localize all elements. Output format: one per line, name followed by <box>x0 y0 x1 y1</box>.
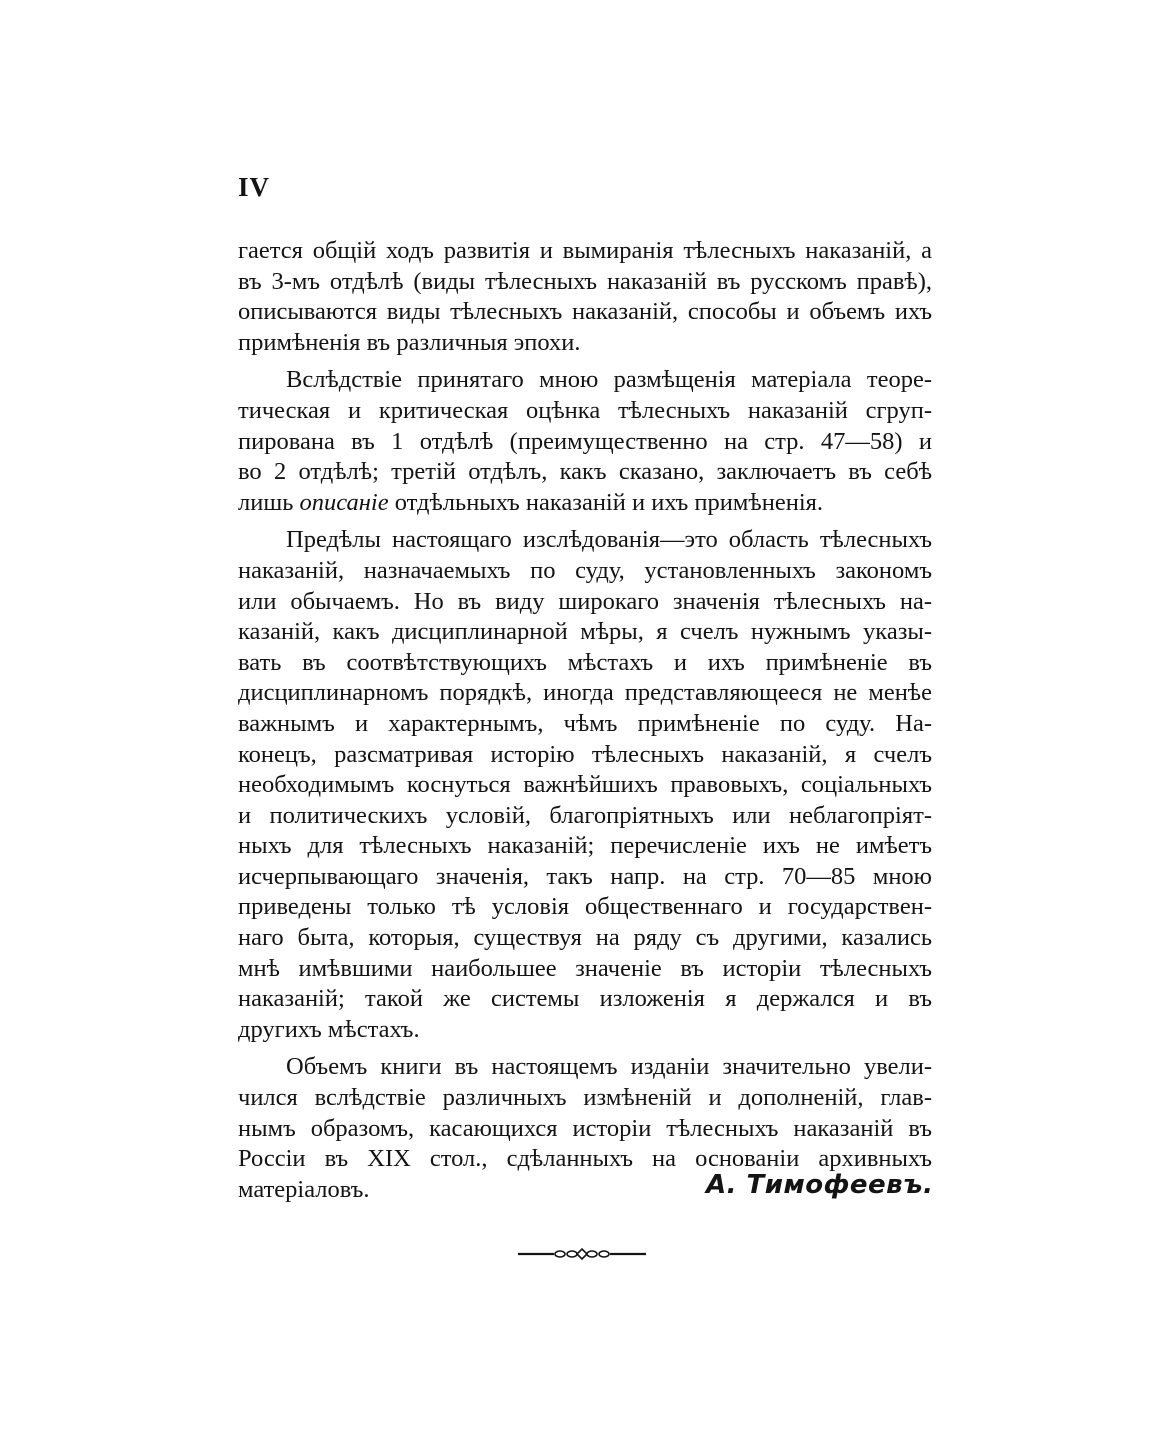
text-line: конецъ, разсматривая исторію тѣлесныхъ наказаній, я счелъ <box>238 740 932 768</box>
text-line: или обычаемъ. Но въ виду широкаго значенія тѣлесныхъ на- <box>238 587 932 615</box>
text-line: Предѣлы настоящаго изслѣдованія—это область тѣлесныхъ <box>286 526 932 554</box>
text-line: во 2 отдѣлѣ; третій отдѣлъ, какъ сказано, заключаетъ въ себѣ <box>238 458 932 486</box>
text-line: Вслѣдствіе принятаго мною размѣщенія матеріала теоре- <box>286 366 932 394</box>
author-signature: А. Тимофеевъ. <box>706 1170 934 1200</box>
text-line: вать въ соотвѣтствующихъ мѣстахъ и ихъ примѣненіе въ <box>238 648 932 676</box>
text-line: казаній, какъ дисциплинарной мѣры, я счелъ нужнымъ указы- <box>238 618 932 646</box>
text-line: наказаній; такой же системы изложенія я держался и въ <box>238 985 932 1013</box>
text-line: примѣненія въ различныя эпохи. <box>238 328 581 356</box>
text-line: необходимымъ коснуться важнѣйшихъ правовыхъ, соціальныхъ <box>238 771 932 799</box>
text-line: Объемъ книги въ настоящемъ изданіи значительно увели- <box>286 1053 932 1081</box>
paragraph-2 <box>238 365 932 518</box>
text-line: важнымъ и характернымъ, чѣмъ примѣненіе по суду. На- <box>238 709 932 737</box>
emphasized-word: описаніе <box>299 488 389 516</box>
text-line: ныхъ для тѣлесныхъ наказаній; перечисленіе ихъ не имѣетъ <box>238 832 932 860</box>
paragraph-3 <box>238 525 932 1045</box>
text-line: наго быта, которыя, существуя на ряду съ другими, казались <box>238 924 932 952</box>
text-line: Россіи въ XIX стол., сдѣланныхъ на основаніи архивныхъ <box>238 1145 932 1173</box>
text-line: другихъ мѣстахъ. <box>238 1015 420 1043</box>
text-line: гается общій ходъ развитія и вымиранія тѣлесныхъ наказаній, а <box>238 237 932 264</box>
text-line: мнѣ имѣвшими наибольшее значеніе въ исторіи тѣлесныхъ <box>238 954 932 982</box>
text-line: дисциплинарномъ порядкѣ, иногда представляющееся не менѣе <box>238 679 932 707</box>
text-line: нымъ образомъ, касающихся исторіи тѣлесныхъ наказаній въ <box>238 1114 932 1142</box>
text-line: матеріаловъ. <box>238 1175 370 1203</box>
text-line: приведены только тѣ условія общественнаго и государствен- <box>238 893 932 921</box>
text-line: наказаній, назначаемыхъ по суду, установленныхъ закономъ <box>238 556 932 584</box>
page-number: IV <box>238 172 271 202</box>
text-line: чился вслѣдствіе различныхъ измѣненій и дополненій, глав- <box>238 1084 932 1112</box>
text-fragment: отдѣльныхъ наказаній и ихъ примѣненія. <box>388 488 824 516</box>
text-line <box>238 488 932 519</box>
text-line: и политическихъ условій, благопріятныхъ или неблагопріят- <box>238 801 932 829</box>
text-line: пирована въ 1 отдѣлѣ (преимущественно на стр. 47—58) и <box>238 427 932 455</box>
paragraph-1 <box>238 236 932 358</box>
text-line: въ 3-мъ отдѣлѣ (виды тѣлесныхъ наказаній въ русскомъ правѣ), <box>238 267 932 295</box>
body-text <box>238 236 932 1212</box>
text-line: описываются виды тѣлесныхъ наказаній, способы и объемъ ихъ <box>238 298 932 326</box>
ornament-divider <box>516 1244 648 1264</box>
text-line: тическая и критическая оцѣнка тѣлесныхъ наказаній сгруп- <box>238 396 932 424</box>
text-fragment: лишь <box>238 488 300 516</box>
text-line: исчерпывающаго значенія, такъ напр. на стр. 70—85 мною <box>238 862 932 890</box>
